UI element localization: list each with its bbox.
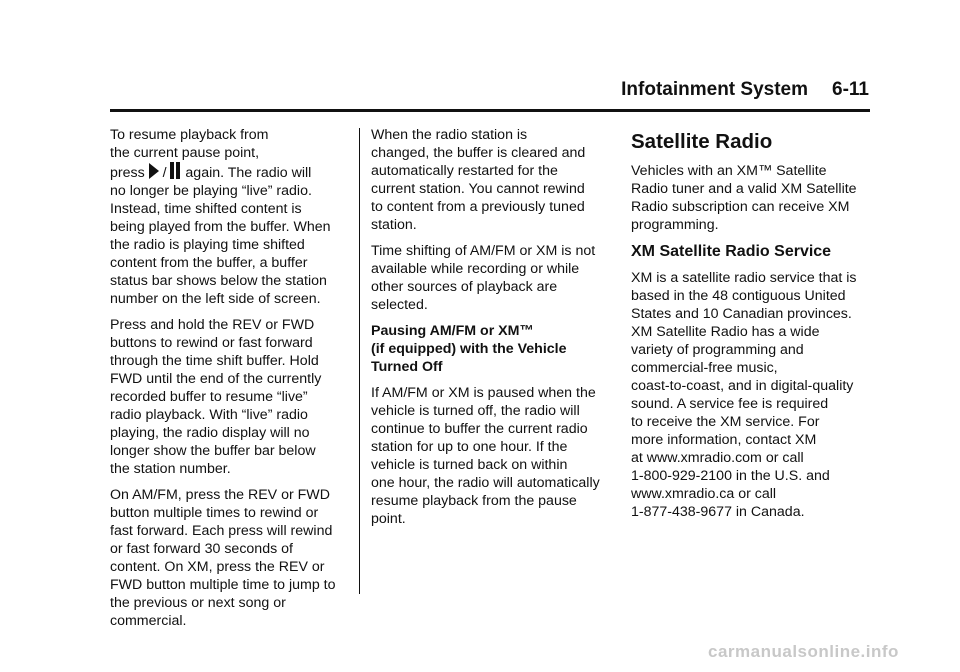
- text-line: playing, the radio display will no: [110, 425, 310, 441]
- col2-subheading: [371, 322, 611, 376]
- text-line: other sources of playback are: [371, 279, 558, 295]
- text-line: If AM/FM or XM is paused when the: [371, 385, 596, 401]
- text-line: commercial.: [110, 613, 187, 629]
- page-header: [610, 79, 869, 105]
- section-heading-satellite-radio: Satellite Radio: [631, 130, 773, 153]
- text-line: programming.: [631, 217, 719, 233]
- col3-paragraph-2: [631, 269, 876, 521]
- text-line: resume playback from the pause: [371, 493, 577, 509]
- text-line: more information, contact XM: [631, 432, 817, 448]
- text-line: XM is a satellite radio service that is: [631, 270, 857, 286]
- text-line: Instead, time shifted content is: [110, 201, 302, 217]
- text-line: point.: [371, 511, 406, 527]
- text-line: to receive the XM service. For: [631, 414, 820, 430]
- text-line: commercial-free music,: [631, 360, 778, 376]
- text-line: Vehicles with an XM™ Satellite: [631, 163, 827, 179]
- text-line: XM Satellite Radio has a wide: [631, 324, 820, 340]
- text-line: at www.xmradio.com or call: [631, 450, 804, 466]
- text-line: FWD until the end of the currently: [110, 371, 322, 387]
- col1-paragraph-1: [110, 126, 350, 308]
- text-fragment: press: [110, 165, 149, 181]
- page-number: 6-11: [832, 79, 869, 100]
- text-line: coast-to-coast, and in digital-quality: [631, 378, 854, 394]
- text-line: [110, 162, 350, 182]
- text-line: Pausing AM/FM or XM™: [371, 323, 534, 339]
- text-line: number on the left side of screen.: [110, 291, 321, 307]
- text-line: (if equipped) with the Vehicle: [371, 341, 567, 357]
- text-line: When the radio station is: [371, 127, 528, 143]
- text-line: To resume playback from: [110, 127, 269, 143]
- text-line: Radio tuner and a valid XM Satellite: [631, 181, 857, 197]
- text-line: automatically restarted for the: [371, 163, 558, 179]
- text-line: fast forward. Each press will rewind: [110, 523, 333, 539]
- text-line: content. On XM, press the REV or: [110, 559, 325, 575]
- text-line: the station number.: [110, 461, 231, 477]
- column-right: [631, 126, 876, 529]
- col1-paragraph-2: [110, 316, 350, 478]
- text-line: 1-800-929-2100 in the U.S. and: [631, 468, 830, 484]
- text-line: recorded buffer to resume “live”: [110, 389, 308, 405]
- col2-paragraph-1: [371, 126, 611, 234]
- text-line: station for up to one hour. If the: [371, 439, 568, 455]
- subsection-heading-xm-service: XM Satellite Radio Service: [631, 243, 832, 260]
- text-line: States and 10 Canadian provinces.: [631, 306, 852, 322]
- text-fragment: again. The radio will: [181, 165, 312, 181]
- column-divider: [359, 128, 360, 594]
- text-line: being played from the buffer. When: [110, 219, 331, 235]
- text-line: current station. You cannot rewind: [371, 181, 585, 197]
- text-line: Turned Off: [371, 359, 443, 375]
- text-line: the radio is playing time shifted: [110, 237, 305, 253]
- text-line: no longer be playing “live” radio.: [110, 183, 312, 199]
- text-line: variety of programming and: [631, 342, 804, 358]
- text-line: changed, the buffer is cleared and: [371, 145, 586, 161]
- icon-separator: /: [158, 165, 171, 181]
- col1-paragraph-3: [110, 486, 350, 630]
- text-line: one hour, the radio will automatically: [371, 475, 600, 491]
- text-line: or fast forward 30 seconds of: [110, 541, 293, 557]
- play-icon: [149, 163, 159, 179]
- col2-paragraph-3: [371, 384, 611, 528]
- text-line: buttons to rewind or fast forward: [110, 335, 313, 351]
- text-line: On AM/FM, press the REV or FWD: [110, 487, 330, 503]
- text-line: FWD button multiple time to jump to: [110, 577, 336, 593]
- text-line: to content from a previously tuned: [371, 199, 585, 215]
- text-line: content from the buffer, a buffer: [110, 255, 308, 271]
- text-line: sound. A service fee is required: [631, 396, 829, 412]
- text-line: the current pause point,: [110, 145, 260, 161]
- text-line: continue to buffer the current radio: [371, 421, 588, 437]
- text-line: vehicle is turned back on within: [371, 457, 568, 473]
- pause-icon: [170, 162, 181, 179]
- header-title: Infotainment System: [621, 79, 809, 100]
- text-line: based in the 48 contiguous United: [631, 288, 846, 304]
- col3-paragraph-1: [631, 162, 876, 234]
- text-line: longer show the buffer bar below: [110, 443, 316, 459]
- text-line: Time shifting of AM/FM or XM is not: [371, 243, 596, 259]
- text-line: button multiple times to rewind or: [110, 505, 319, 521]
- text-line: radio playback. With “live” radio: [110, 407, 308, 423]
- text-line: 1-877-438-9677 in Canada.: [631, 504, 805, 520]
- header-rule: [110, 109, 870, 112]
- text-line: the previous or next song or: [110, 595, 286, 611]
- text-line: station.: [371, 217, 417, 233]
- text-line: Radio subscription can receive XM: [631, 199, 850, 215]
- watermark: carmanualsonline.info: [708, 642, 899, 661]
- text-line: vehicle is turned off, the radio will: [371, 403, 580, 419]
- text-line: through the time shift buffer. Hold: [110, 353, 319, 369]
- text-line: www.xmradio.ca or call: [631, 486, 777, 502]
- text-line: available while recording or while: [371, 261, 580, 277]
- text-line: selected.: [371, 297, 428, 313]
- col2-paragraph-2: [371, 242, 611, 314]
- column-middle: [371, 126, 611, 536]
- column-left: [110, 126, 350, 638]
- text-line: Press and hold the REV or FWD: [110, 317, 315, 333]
- text-line: status bar shows below the station: [110, 273, 327, 289]
